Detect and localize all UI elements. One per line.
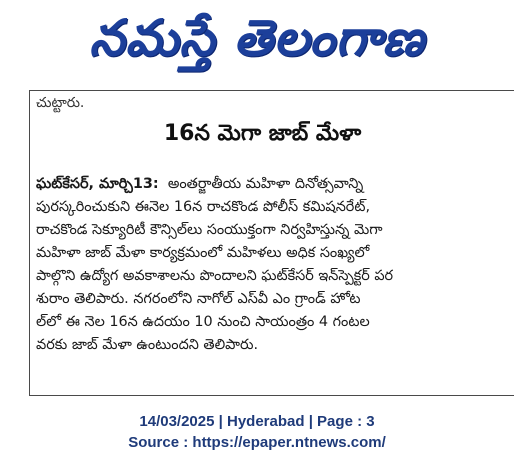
article-line-7: ల్‌లో ఈ నెల 16న ఉదయం 10 నుంచి సాయంత్రం 4 గంటల (36, 314, 370, 330)
article-line-8: వరకు జాబ్ మేళా ఉంటుందని తెలిపారు. (36, 337, 259, 353)
article-line-5: పాల్గొని ఉద్యోగ అవకాశాలను పొందాలని ఘట్‌కేసర్ ఇన్‌స్పెక్టర్ పర (36, 268, 394, 284)
article-body (36, 173, 498, 357)
article-line-3: రాచకొండ సెక్యూరిటీ కౌన్సిల్‌లు సంయుక్తంగా నిర్వహిస్తున్న మెగా (36, 222, 383, 238)
article-headline: 16న మెగా జాబ్ మేళా (163, 121, 362, 146)
newspaper-logo: నమస్తే తెలంగాణ (89, 8, 425, 67)
masthead (0, 0, 514, 88)
article-line-1-text: అంతర్జాతీయ మహిళా దినోత్సవాన్ని (167, 176, 364, 192)
previous-article-fragment: చుట్టారు. (36, 95, 85, 111)
article-dateline: ఘట్‌కేసర్, మార్చి13: (36, 176, 159, 192)
edition-info: 14/03/2025 | Hyderabad | Page : 3 (139, 413, 375, 430)
source-link[interactable]: Source : https://epaper.ntnews.com/ (128, 434, 386, 451)
article-clipping (29, 90, 514, 396)
article-line-2: పురస్కరించుకుని ఈనెల 16న రాచకొండ పోలీస్ కమిషనరేట్, (36, 199, 371, 215)
article-line-6: శురాం తెలిపారు. నగరంలోని నాగోల్ ఎస్‌వీ ఎం గ్రాండ్ హోట (36, 291, 361, 307)
article-line-4: మహిళా జాబ్ మేళా కార్యక్రమంలో మహిళలు అధిక సంఖ్యలో (36, 245, 370, 261)
article-line-1 (36, 173, 498, 196)
